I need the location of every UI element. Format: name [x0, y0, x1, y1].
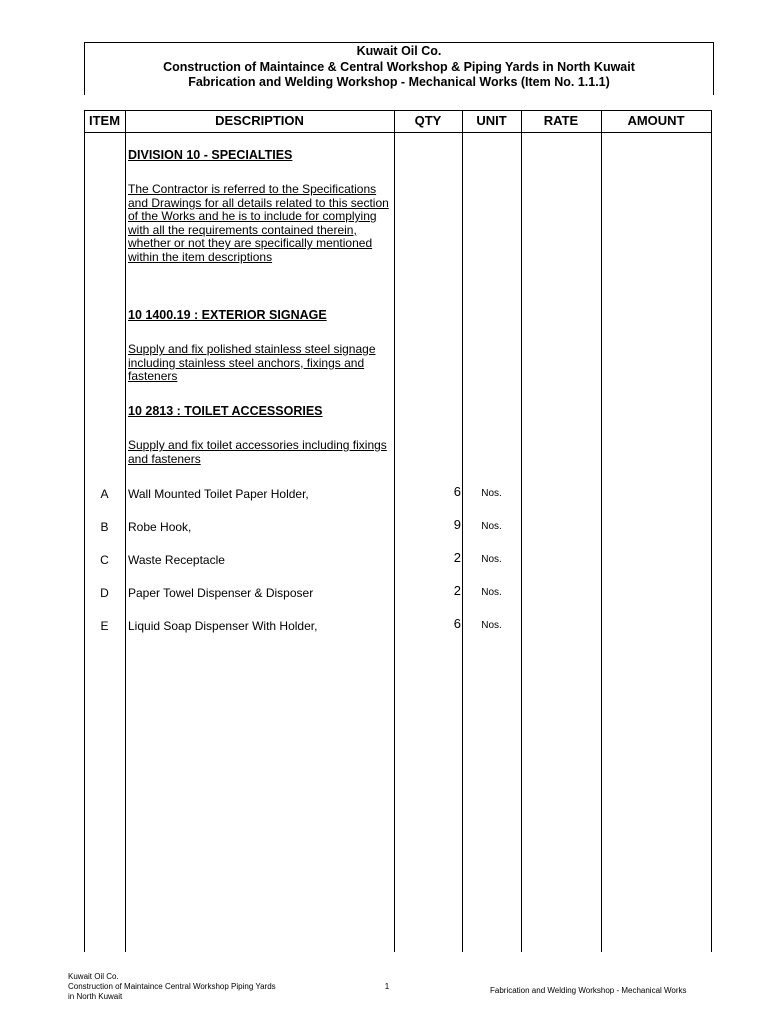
item-qty: 6: [453, 616, 461, 631]
item-unit: Nos.: [481, 587, 502, 598]
item-unit: Nos.: [481, 554, 502, 565]
item-qty: 6: [453, 484, 461, 499]
toilet-section-text: Supply and fix toilet accessories including fixings and fasteners: [128, 438, 387, 466]
footer-project: Construction of Maintaince Central Workshop Piping Yards: [68, 982, 276, 991]
project-title: Construction of Maintaince & Central Workshop & Piping Yards in North Kuwait: [163, 59, 635, 74]
item-code: C: [100, 553, 109, 567]
item-unit: Nos.: [481, 620, 502, 631]
table-row: [84, 616, 712, 635]
footer-location: in North Kuwait: [68, 992, 123, 1001]
col-header-unit: UNIT: [476, 113, 507, 128]
page-number: 1: [384, 982, 390, 991]
item-description: Liquid Soap Dispenser With Holder,: [128, 619, 318, 633]
item-qty: 9: [453, 517, 461, 532]
item-description: Robe Hook,: [128, 520, 192, 534]
signage-section-text: Supply and fix polished stainless steel signage including stainless steel anchors, fixings and fasteners: [128, 342, 376, 384]
footer-company: Kuwait Oil Co.: [68, 972, 119, 981]
table-row: [84, 484, 712, 503]
document-header: [84, 42, 714, 95]
col-header-description: DESCRIPTION: [215, 113, 304, 128]
toilet-section-title: 10 2813 : TOILET ACCESSORIES: [128, 404, 323, 418]
company-name: Kuwait Oil Co.: [356, 44, 442, 58]
table-row: [84, 517, 712, 536]
footer-left: [68, 972, 276, 1002]
table-row: [84, 550, 712, 569]
item-qty: 2: [453, 583, 461, 598]
division-intro-text: The Contractor is referred to the Specifications and Drawings for all details related to this section of the Works and he is to include for complying with all the requirements contained therein, whether or not they are specifically mentioned within the item descriptions: [128, 182, 389, 264]
item-code: A: [100, 487, 109, 501]
header-row-border: [84, 132, 712, 133]
item-description: Wall Mounted Toilet Paper Holder,: [128, 487, 309, 501]
item-unit: Nos.: [481, 521, 502, 532]
col-header-item: ITEM: [88, 113, 121, 128]
col-header-rate: RATE: [543, 113, 579, 128]
bill-of-quantities-table: [84, 110, 712, 952]
item-code: D: [100, 586, 109, 600]
col-header-qty: QTY: [414, 113, 442, 128]
col-header-amount: AMOUNT: [627, 113, 685, 128]
item-code: E: [100, 619, 109, 633]
section-title: Fabrication and Welding Workshop - Mechanical Works (Item No. 1.1.1): [188, 75, 610, 89]
division-title: DIVISION 10 - SPECIALTIES: [128, 148, 293, 162]
item-description: Paper Towel Dispenser & Disposer: [128, 586, 314, 600]
item-description: Waste Receptacle: [128, 553, 225, 567]
signage-section-title: 10 1400.19 : EXTERIOR SIGNAGE: [128, 308, 327, 322]
item-unit: Nos.: [481, 488, 502, 499]
footer-right: Fabrication and Welding Workshop - Mechanical Works: [490, 986, 687, 995]
item-code: B: [100, 520, 109, 534]
item-qty: 2: [453, 550, 461, 565]
table-row: [84, 583, 712, 602]
